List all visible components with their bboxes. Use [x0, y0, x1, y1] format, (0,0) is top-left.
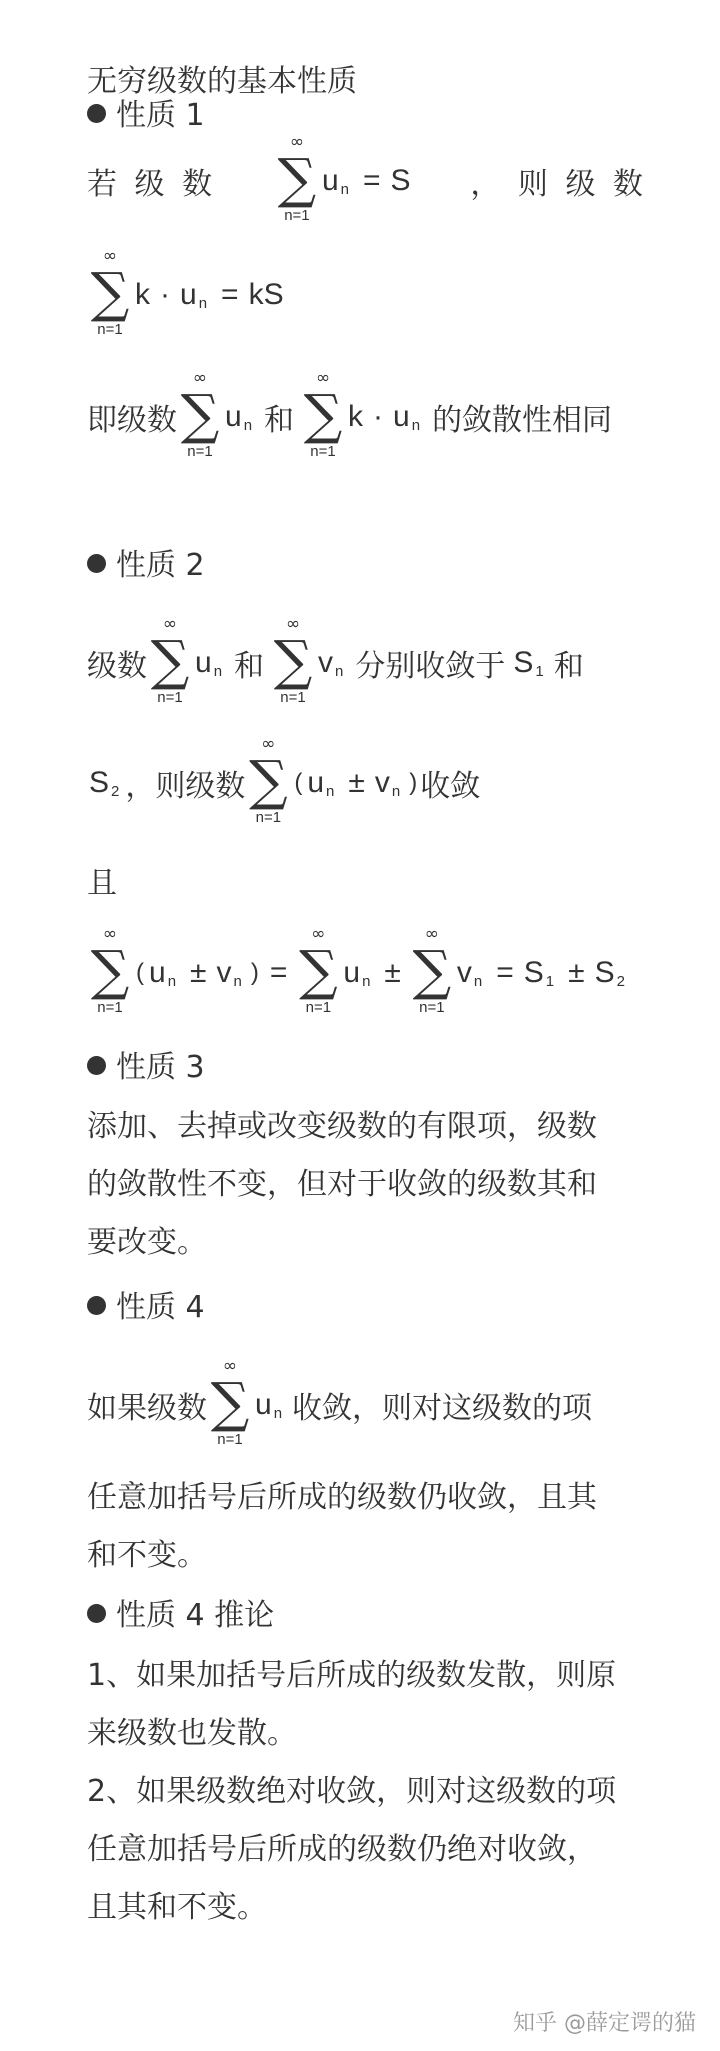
corollary-text-line: 且其和不变。 — [87, 1890, 267, 1925]
bullet-icon — [87, 104, 106, 123]
var-u: u — [225, 400, 242, 433]
property-1-line-1 — [87, 126, 647, 236]
left-paren: ( — [294, 769, 303, 796]
var-u: u — [393, 400, 410, 433]
sigma-glyph: ∑ — [90, 939, 130, 1002]
property-4-line-1 — [87, 1350, 592, 1460]
sigma-lower: n=1 — [97, 321, 123, 338]
corollary-heading — [87, 1596, 274, 1636]
sigma-symbol — [278, 132, 316, 230]
zhihu-watermark: 知乎 @薛定谔的猫 — [513, 2011, 696, 2036]
property-4-heading-text: 性质 4 — [116, 1290, 205, 1325]
sigma-upper: ∞ — [311, 924, 326, 944]
p4-text-if-series: 如果级数 — [87, 1391, 207, 1426]
subscript-n: n — [273, 1404, 283, 1422]
property-4-text-line: 和不变。 — [87, 1538, 207, 1573]
sigma-upper: ∞ — [102, 246, 118, 266]
var-v: v — [216, 956, 232, 989]
sigma-glyph: ∑ — [412, 939, 452, 1002]
sigma-lower: n=1 — [217, 1431, 243, 1448]
subscript-n: n — [167, 972, 177, 990]
property-1-line-2 — [87, 240, 286, 350]
sigma-upper: ∞ — [192, 368, 208, 388]
var-k: k — [348, 400, 364, 433]
plus-minus-sign: ± — [384, 956, 401, 989]
var-k: k — [135, 278, 150, 311]
p1-formula-sum-u — [274, 132, 413, 230]
subscript-n: n — [362, 972, 371, 990]
page-title: 无穷级数的基本性质 — [87, 64, 357, 99]
subscript-n: n — [243, 416, 253, 434]
var-kS: kS — [248, 278, 284, 311]
p2-text-converge-to: 分别收敛于 — [355, 649, 506, 684]
corollary-text-line: 2、如果级数绝对收敛，则对这级数的项 — [87, 1774, 617, 1809]
property-3-text-line: 要改变。 — [87, 1225, 207, 1260]
var-v: v — [374, 766, 390, 799]
p2-text-series: 级数 — [87, 649, 147, 684]
var-u: u — [321, 164, 339, 197]
subscript-1: 1 — [535, 662, 544, 680]
equals-sign: = — [269, 956, 288, 989]
subscript-n: n — [213, 662, 223, 680]
subscript-n: n — [473, 972, 483, 990]
dot-operator: · — [160, 278, 170, 311]
sigma-glyph: ∑ — [277, 147, 317, 210]
sigma-glyph: ∑ — [273, 629, 313, 692]
sigma-upper: ∞ — [285, 614, 301, 634]
sigma-upper: ∞ — [261, 734, 276, 754]
property-2-line-3: 且 — [87, 866, 117, 901]
dot-operator: · — [373, 400, 384, 433]
plus-minus-sign: ± — [348, 766, 365, 799]
p1-text-if-series: 若 级 数 — [87, 167, 217, 202]
equals-sign: = — [221, 278, 239, 311]
sigma-symbol — [211, 1356, 249, 1454]
corollary-text-line: 来级数也发散。 — [87, 1716, 297, 1751]
var-u: u — [180, 278, 197, 311]
property-4-heading — [87, 1288, 205, 1328]
subscript-2: 2 — [616, 972, 625, 990]
var-u: u — [195, 646, 212, 679]
property-4-text-line: 任意加括号后所成的级数仍收敛，且其 — [87, 1480, 597, 1515]
corollary-text-line: 任意加括号后所成的级数仍绝对收敛， — [87, 1832, 597, 1867]
var-u: u — [149, 956, 166, 989]
bullet-icon — [87, 1296, 106, 1315]
right-paren: ) — [250, 959, 259, 986]
sigma-glyph: ∑ — [299, 939, 338, 1002]
sigma-upper: ∞ — [222, 1356, 238, 1376]
p2-text-then-series: ，则级数 — [125, 769, 246, 804]
subscript-n: n — [340, 180, 349, 198]
plus-minus-sign: ± — [190, 956, 207, 989]
equals-sign: = — [496, 956, 514, 989]
sigma-symbol — [249, 734, 287, 832]
sigma-lower: n=1 — [284, 207, 310, 224]
sigma-symbol — [91, 924, 129, 1022]
p1-text-same-convergence: 的敛散性相同 — [432, 403, 613, 438]
sigma-upper: ∞ — [289, 132, 305, 152]
sigma-lower: n=1 — [280, 689, 306, 706]
var-S: S — [89, 766, 110, 799]
var-u: u — [343, 956, 361, 989]
sigma-upper: ∞ — [424, 924, 439, 944]
sigma-symbol — [181, 368, 219, 466]
var-v: v — [318, 646, 334, 679]
var-v: v — [456, 956, 472, 989]
var-S: S — [523, 956, 544, 989]
sigma-lower: n=1 — [255, 809, 282, 826]
sigma-upper: ∞ — [315, 368, 331, 388]
sigma-symbol — [91, 246, 129, 344]
sigma-glyph: ∑ — [150, 629, 190, 692]
sigma-symbol — [299, 924, 337, 1022]
subscript-n: n — [335, 662, 344, 680]
p2-text-converges: 收敛 — [420, 769, 481, 804]
sigma-upper: ∞ — [102, 924, 118, 944]
property-3-heading — [87, 1048, 205, 1088]
p2-text-and-2: 和 — [553, 649, 584, 684]
property-2-heading-text: 性质 2 — [116, 548, 205, 583]
sigma-symbol — [274, 614, 312, 712]
bullet-icon — [87, 554, 106, 573]
sigma-lower: n=1 — [157, 689, 183, 706]
subscript-n: n — [198, 294, 208, 312]
sigma-upper: ∞ — [162, 614, 178, 634]
right-paren: ) — [409, 769, 418, 796]
sigma-symbol — [151, 614, 189, 712]
equals-sign: = — [362, 164, 381, 197]
sigma-symbol — [413, 924, 451, 1022]
sigma-glyph: ∑ — [210, 1371, 250, 1434]
subscript-n: n — [326, 782, 335, 800]
plus-minus-sign: ± — [568, 956, 585, 989]
sigma-glyph: ∑ — [249, 749, 288, 812]
property-2-line-2 — [87, 728, 480, 838]
sigma-lower: n=1 — [305, 999, 332, 1016]
corollary-text-line: 1、如果加括号后所成的级数发散，则原 — [87, 1658, 617, 1693]
left-paren: ( — [136, 959, 144, 986]
subscript-n: n — [391, 782, 401, 800]
sigma-glyph: ∑ — [303, 383, 343, 446]
var-u: u — [255, 1388, 272, 1421]
p1-text-namely-series: 即级数 — [87, 403, 177, 438]
property-2-heading — [87, 546, 205, 586]
var-S: S — [390, 164, 411, 197]
property-3-heading-text: 性质 3 — [116, 1050, 205, 1085]
sigma-lower: n=1 — [187, 443, 213, 460]
var-S: S — [594, 956, 615, 989]
var-u: u — [307, 766, 325, 799]
p2-text-and: 和 — [234, 649, 265, 684]
property-2-line-1 — [87, 608, 584, 718]
property-3-text-line: 的敛散性不变，但对于收敛的级数其和 — [87, 1167, 597, 1202]
property-1-heading-text: 性质 1 — [116, 98, 205, 133]
property-2-equation — [87, 918, 631, 1028]
p1-text-and: 和 — [264, 403, 295, 438]
sigma-lower: n=1 — [419, 999, 445, 1016]
sigma-glyph: ∑ — [90, 261, 130, 324]
property-3-text-line: 添加、去掉或改变级数的有限项，级数 — [87, 1109, 597, 1144]
subscript-n: n — [411, 416, 421, 434]
corollary-heading-text: 性质 4 推论 — [116, 1598, 275, 1633]
bullet-icon — [87, 1056, 106, 1075]
p4-text-converges: 收敛，则对这级数的项 — [292, 1391, 593, 1426]
bullet-icon — [87, 1604, 106, 1623]
sigma-glyph: ∑ — [180, 383, 220, 446]
property-1-line-3 — [87, 362, 612, 472]
sigma-symbol — [304, 368, 342, 466]
var-S: S — [513, 646, 534, 679]
subscript-2: 2 — [111, 782, 120, 800]
subscript-1: 1 — [545, 972, 555, 990]
sigma-lower: n=1 — [310, 443, 336, 460]
sigma-lower: n=1 — [97, 999, 123, 1016]
p1-text-then-series: ， 则 级 数 — [470, 167, 647, 202]
subscript-n: n — [233, 972, 242, 990]
